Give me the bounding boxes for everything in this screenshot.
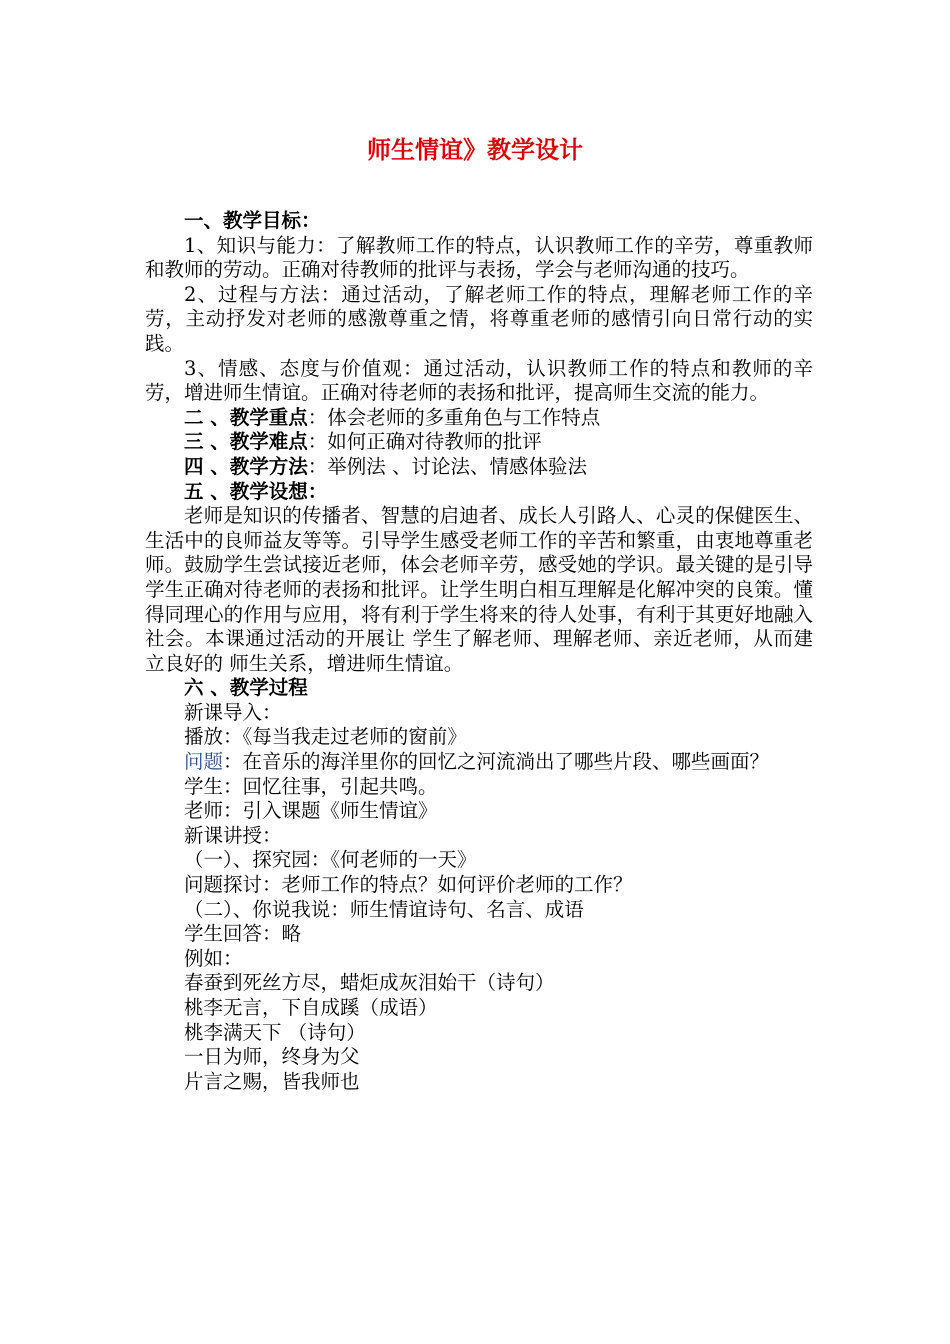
- process-part1: （一）、探究园：《何老师的一天》: [184, 848, 477, 872]
- difficulties-label: 三 、教学难点: [184, 430, 308, 454]
- section-heading-concept: 五 、教学设想：: [184, 479, 328, 503]
- process-discussion: 问题探讨：老师工作的特点？如何评价老师的工作？: [184, 873, 633, 897]
- quote-item: 片言之赐，皆我师也: [184, 1069, 360, 1093]
- question-label: 问题: [184, 750, 224, 774]
- quote-item: 一日为师，终身为父: [184, 1045, 360, 1069]
- process-answer: 学生回答：略: [184, 922, 302, 946]
- process-question: [145, 750, 813, 775]
- quote-item: 桃李无言，下自成蹊（成语）: [184, 996, 438, 1019]
- process-intro: 新课导入：: [184, 700, 282, 724]
- methods-label: 四 、教学方法: [184, 454, 308, 478]
- concept-paragraph: 老师是知识的传播者、智慧的启迪者、成长人引路人、心灵的保健医生、生活中的良师益友等等。引导学生感受老师工作的辛苦和繁重，由衷地尊重老师。鼓励学生尝试接近老师，体会老师辛劳，感受她的学识。最关键的是引导学生正确对待老师的表扬和批评。让学生明白相互理解是化解冲突的良策。懂得同理心的作用与应用，将有利于学生将来的待人处事，有利于其更好地融入社会。本课通过活动的开展让 学生了解老师、理解老师、亲近老师，从而建立良好的 师生关系，增进师生情谊。: [145, 504, 813, 675]
- key-points-text: ：体会老师的多重角色与工作特点: [307, 405, 601, 429]
- objective-process: 2、过程与方法：通过活动，了解老师工作的特点，理解老师工作的辛劳，主动抒发对老师的感激尊重之情，将尊重老师的感情引向日常行动的实践。: [145, 282, 813, 355]
- process-play: 播放：《每当我走过老师的窗前》: [184, 725, 467, 749]
- process-lecture: 新课讲授：: [184, 823, 282, 847]
- document-title: 师生情谊》教学设计: [367, 136, 583, 164]
- process-teacher: 老师：引入课题《师生情谊》: [184, 799, 438, 823]
- document-body: [145, 209, 813, 1094]
- key-points-label: 二 、教学重点: [184, 405, 308, 429]
- section-heading-process: 六 、教学过程: [184, 676, 308, 700]
- objective-emotion: 3、情感、态度与价值观：通过活动，认识教师工作的特点和教师的辛劳，增进师生情谊。正确对待老师的表扬和批评，提高师生交流的能力。: [145, 356, 813, 405]
- process-student: 学生：回忆往事，引起共鸣。: [184, 774, 438, 798]
- process-part2: （二）、你说我说：师生情谊诗句、名言、成语: [184, 897, 584, 921]
- quote-item: 春蚕到死丝方尽，蜡炬成灰泪始干（诗句）: [184, 971, 555, 995]
- section-difficulties: [145, 430, 813, 455]
- question-text: ：在音乐的海洋里你的回忆之河流淌出了哪些片段、哪些画面？: [223, 750, 770, 774]
- process-example: 例如：: [184, 946, 243, 970]
- difficulties-text: ：如何正确对待教师的批评: [307, 430, 542, 454]
- quote-item: 桃李满天下 （诗句）: [184, 1020, 366, 1044]
- section-methods: [145, 455, 813, 480]
- section-key-points: [145, 406, 813, 431]
- section-heading-objectives: 一、教学目标：: [184, 209, 321, 232]
- methods-text: ：举例法 、讨论法、情感体验法: [307, 454, 587, 478]
- objective-knowledge: 1、知识与能力：了解教师工作的特点，认识教师工作的辛劳，尊重教师和教师的劳动。正确对待教师的批评与表扬，学会与老师沟通的技巧。: [145, 233, 813, 282]
